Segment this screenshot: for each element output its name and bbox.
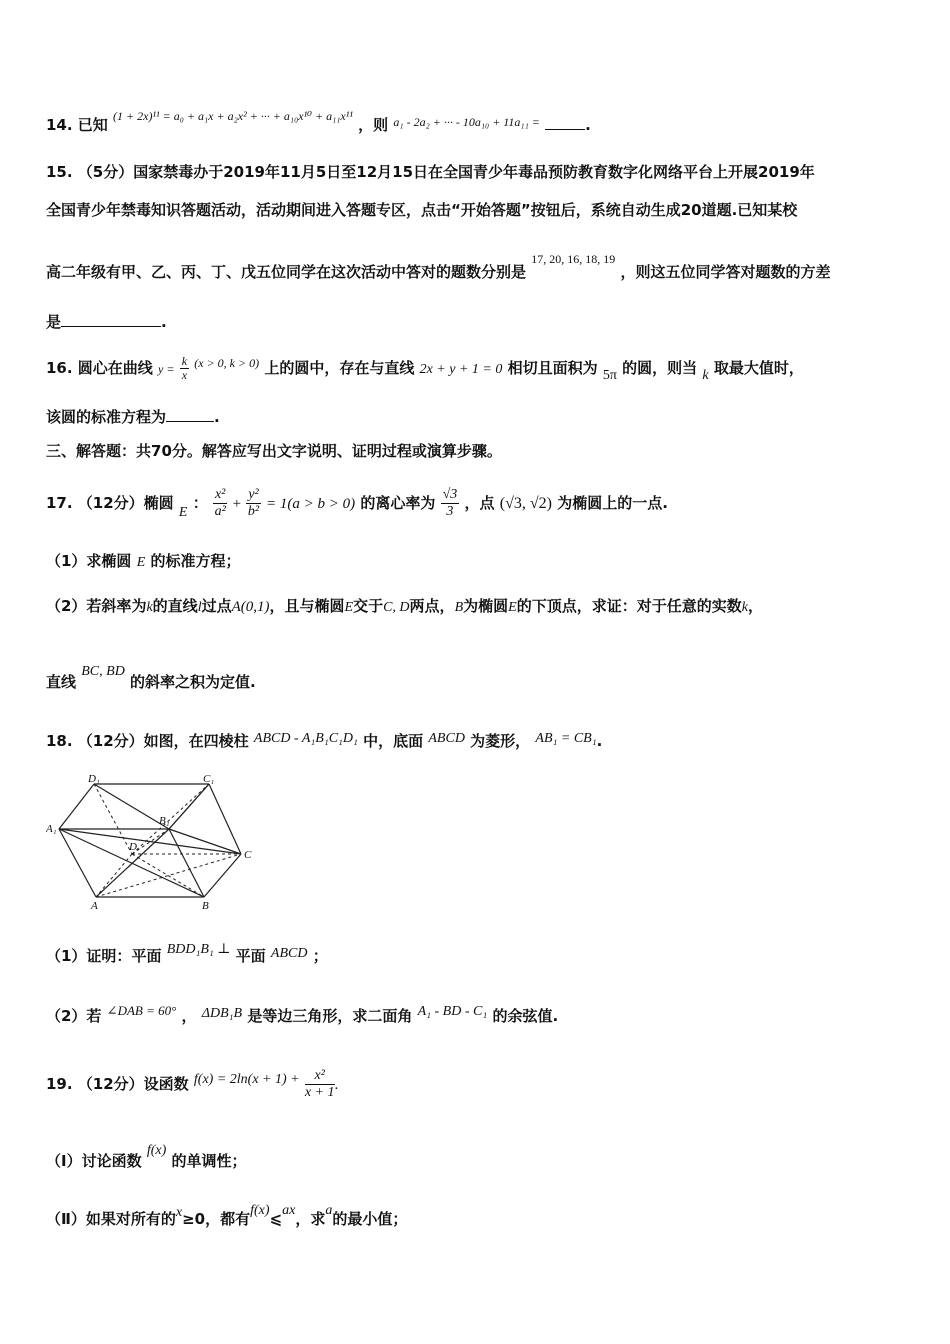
- q15-line4a: 是: [46, 313, 62, 331]
- q16-line1a: 16. 圆心在曲线: [46, 359, 153, 377]
- q18-part2: [46, 1003, 559, 1028]
- q19-prefix: 19. （12分）设函数: [46, 1075, 189, 1093]
- q18-eq: AB₁ = CB₁: [535, 731, 597, 746]
- q17-p2f: 两点，: [409, 597, 455, 615]
- q15-data: 17, 20, 16, 18, 19: [531, 252, 616, 266]
- q17-line1: [46, 487, 668, 520]
- q16-line1e: 取最大值时，: [713, 359, 804, 377]
- label-B: B: [202, 900, 209, 912]
- q16-curve-y: y =: [158, 362, 175, 376]
- q16-line1b: 上的圆中，存在与直线: [264, 359, 415, 377]
- label-A: A: [91, 900, 98, 912]
- q19-p2le: ⩽: [269, 1210, 283, 1228]
- q18-t3: .: [596, 732, 603, 750]
- prism-figure: [46, 775, 261, 915]
- q16-line1c: 相切且面积为: [507, 359, 598, 377]
- q16-line2: [46, 407, 220, 427]
- q17-p1a: （1）求椭圆: [46, 552, 132, 570]
- q18-p2b: ，: [181, 1007, 197, 1025]
- q17-p2i: ，: [747, 597, 763, 615]
- q17-p2-E1: E: [344, 600, 354, 615]
- q18-base: ABCD: [428, 731, 465, 746]
- q17-p2A: A(0,1): [231, 599, 270, 615]
- q19-part2: [46, 1203, 408, 1231]
- q17-t1: 的离心率为: [360, 494, 436, 512]
- q16-answer-blank[interactable]: [166, 407, 214, 422]
- q19-p2ax: ax: [282, 1203, 296, 1218]
- q17-p2b: 的直线: [152, 597, 198, 615]
- q17-prefix: 17. （12分）椭圆: [46, 494, 174, 512]
- q15-line3b: ，则这五位同学答对题数的方差: [620, 263, 831, 281]
- q19-p2a-var: a: [325, 1203, 333, 1218]
- q17-p2h: 的下顶点，求证：对于任意的实数: [516, 597, 742, 615]
- q15-answer-blank[interactable]: [61, 312, 161, 327]
- q17-p2k2: 的斜率之积为定值.: [130, 673, 256, 691]
- q19-den: x + 1: [304, 1085, 335, 1100]
- q17-ecc: [441, 487, 460, 520]
- q14-answer-blank[interactable]: [545, 115, 585, 130]
- q16-line2b: .: [214, 408, 220, 426]
- q15-line4: [46, 312, 167, 332]
- q17-p2j: 直线: [46, 673, 77, 691]
- q17-part2-line2: [46, 664, 256, 694]
- q15-line3a: 高二年级有甲、乙、丙、丁、戊五位同学在这次活动中答对的题数分别是: [46, 263, 527, 281]
- q19-line1: [46, 1068, 338, 1101]
- q17-p2e: 交于: [353, 597, 384, 615]
- label-C: C: [244, 849, 252, 861]
- q17-p2k: k: [146, 600, 153, 615]
- q17-a2: a²: [214, 504, 226, 519]
- q14-formula: (1 + 2x)¹¹ = a₀ + a₁x + a₂x² + ··· + a₁₀x¹⁰ + a₁₁x¹¹: [113, 109, 353, 123]
- q18-p2dih: A₁ - BD - C₁: [417, 1004, 488, 1019]
- q19-frac: [305, 1068, 335, 1101]
- q16-line-eq: 2x + y + 1 = 0: [419, 362, 503, 377]
- q17-part1: [46, 551, 241, 573]
- q18-p1b: 平面: [235, 947, 266, 965]
- edge-BC: [204, 854, 241, 897]
- q18-p2angle: ∠DAB = 60°: [106, 1003, 177, 1018]
- q17-colon: ：: [192, 494, 208, 512]
- q18-p1plane: BDD₁B₁ ⊥: [166, 942, 231, 957]
- line-DC1: [132, 784, 209, 854]
- q16-line1d: 的圆，则当: [622, 359, 698, 377]
- q17-t3: 为椭圆上的一点.: [557, 494, 668, 512]
- q17-x2: x²: [214, 487, 226, 502]
- q18-t2: 为菱形，: [470, 732, 531, 750]
- q18-prism: ABCD - A₁B₁C₁D₁: [253, 731, 358, 746]
- q18-p1c: ABCD: [270, 946, 308, 961]
- q16-k: k: [702, 368, 709, 383]
- q18-p2d: 的余弦值.: [492, 1007, 559, 1025]
- q17-ecc-num: √3: [442, 487, 458, 502]
- edge-A1A: [59, 829, 96, 897]
- q17-y-frac: [246, 487, 260, 520]
- q15-line3: [46, 252, 831, 283]
- q19-p1f: f(x): [146, 1143, 167, 1158]
- q19-p2a: （Ⅱ）如果对所有的: [46, 1210, 176, 1228]
- q17-eq: = 1(a > b > 0): [265, 496, 356, 512]
- q19-part1: [46, 1143, 247, 1173]
- q18-p1a: （1）证明：平面: [46, 947, 162, 965]
- q16-line2a: 该圆的标准方程为: [46, 408, 167, 426]
- q14-mid: ，则: [358, 116, 389, 134]
- q19-p2f: f(x): [250, 1203, 270, 1218]
- q17-point: (√3, √2): [499, 495, 552, 512]
- q17-t2: ，点: [464, 494, 495, 512]
- q19-p1a: （Ⅰ）讨论函数: [46, 1152, 142, 1170]
- q16-curve-num: k: [181, 354, 188, 368]
- q18-p1d: ；: [312, 947, 328, 965]
- q15-line2: 全国青少年禁毒知识答题活动，活动期间进入答题专区，点击“开始答题”按钮后，系统自动生成20道题.已知某校: [46, 201, 798, 219]
- label-D: D: [129, 841, 137, 853]
- q18-p2a: （2）若: [46, 1007, 102, 1025]
- q17-E: E: [178, 505, 188, 520]
- label-A1: A₁: [46, 823, 57, 835]
- q17-p1b: 的标准方程；: [150, 552, 241, 570]
- q16-curve-den: x: [181, 368, 188, 382]
- q17-p2B: B: [454, 600, 464, 615]
- q17-x-frac: [213, 487, 227, 520]
- q17-y2: y²: [248, 487, 259, 502]
- q15-line1: 15. （5分）国家禁毒办于2019年11月5日至12月15日在全国青少年毒品预防教育数字化网络平台上开展2019年: [46, 163, 815, 181]
- q16-curve-cond: (x > 0, k > 0): [194, 356, 260, 370]
- q15-line4b: .: [161, 313, 167, 331]
- label-D1: D₁: [88, 775, 100, 785]
- q19-dot: .: [334, 1077, 339, 1093]
- q17-p2k-b: k: [741, 600, 748, 615]
- q19-p2x: x: [175, 1205, 183, 1220]
- q17-plus: +: [232, 496, 242, 512]
- q17-b2: b²: [247, 504, 260, 519]
- q18-prefix: 18. （12分）如图，在四棱柱: [46, 732, 249, 750]
- q17-p2d: ，且与椭圆: [269, 597, 345, 615]
- q17-p1-E: E: [136, 555, 146, 570]
- q17-part2-line1: [46, 596, 763, 618]
- line-D1B1: [94, 784, 169, 829]
- q17-p2a: （2）若斜率为: [46, 597, 147, 615]
- q19-p1b: 的单调性；: [171, 1152, 247, 1170]
- q16-curve-frac: [180, 355, 189, 382]
- q19-p2d: 的最小值；: [332, 1210, 408, 1228]
- q18-part1: [46, 942, 328, 968]
- q19-f: f(x) = 2ln(x + 1) +: [193, 1072, 300, 1087]
- q18-t1: 中，底面: [363, 732, 424, 750]
- section3-heading: 三、解答题：共70分。解答应写出文字说明、证明过程或演算步骤。: [46, 442, 502, 460]
- q17-p2BCBD: BC, BD: [81, 664, 125, 679]
- q18-p2c: 是等边三角形，求二面角: [247, 1007, 413, 1025]
- q19-p2b: ≥0，都有: [182, 1210, 251, 1228]
- q19-p2c: ，求: [295, 1210, 326, 1228]
- q17-ecc-den: 3: [446, 504, 454, 519]
- q16-line1: [46, 355, 804, 382]
- q14-prefix: 14. 已知: [46, 116, 108, 134]
- q19-num: x²: [305, 1068, 335, 1085]
- q14-suffix: .: [585, 116, 591, 134]
- q16-area: 5π: [602, 368, 617, 383]
- edge-D1A1: [59, 784, 94, 829]
- q18-line1: [46, 731, 602, 753]
- q14-line: [46, 109, 591, 136]
- q17-p2l: l: [197, 600, 202, 615]
- edge-C1C: [209, 784, 241, 854]
- q14-expr: a₁ - 2a₂ + ··· - 10a₁₀ + 11a₁₁ =: [393, 115, 540, 129]
- edge-DA: [96, 854, 132, 897]
- q18-p2tri: ΔDB₁B: [201, 1006, 243, 1021]
- label-B1: B₁: [159, 815, 170, 827]
- q17-p2c: 过点: [201, 597, 232, 615]
- q17-p2-E2: E: [508, 600, 517, 615]
- edge-D1D: [94, 784, 132, 854]
- line-C1B1: [169, 784, 209, 829]
- q17-p2CD: C, D: [383, 600, 410, 615]
- label-C1: C₁: [203, 775, 215, 785]
- q17-p2g: 为椭圆: [463, 597, 509, 615]
